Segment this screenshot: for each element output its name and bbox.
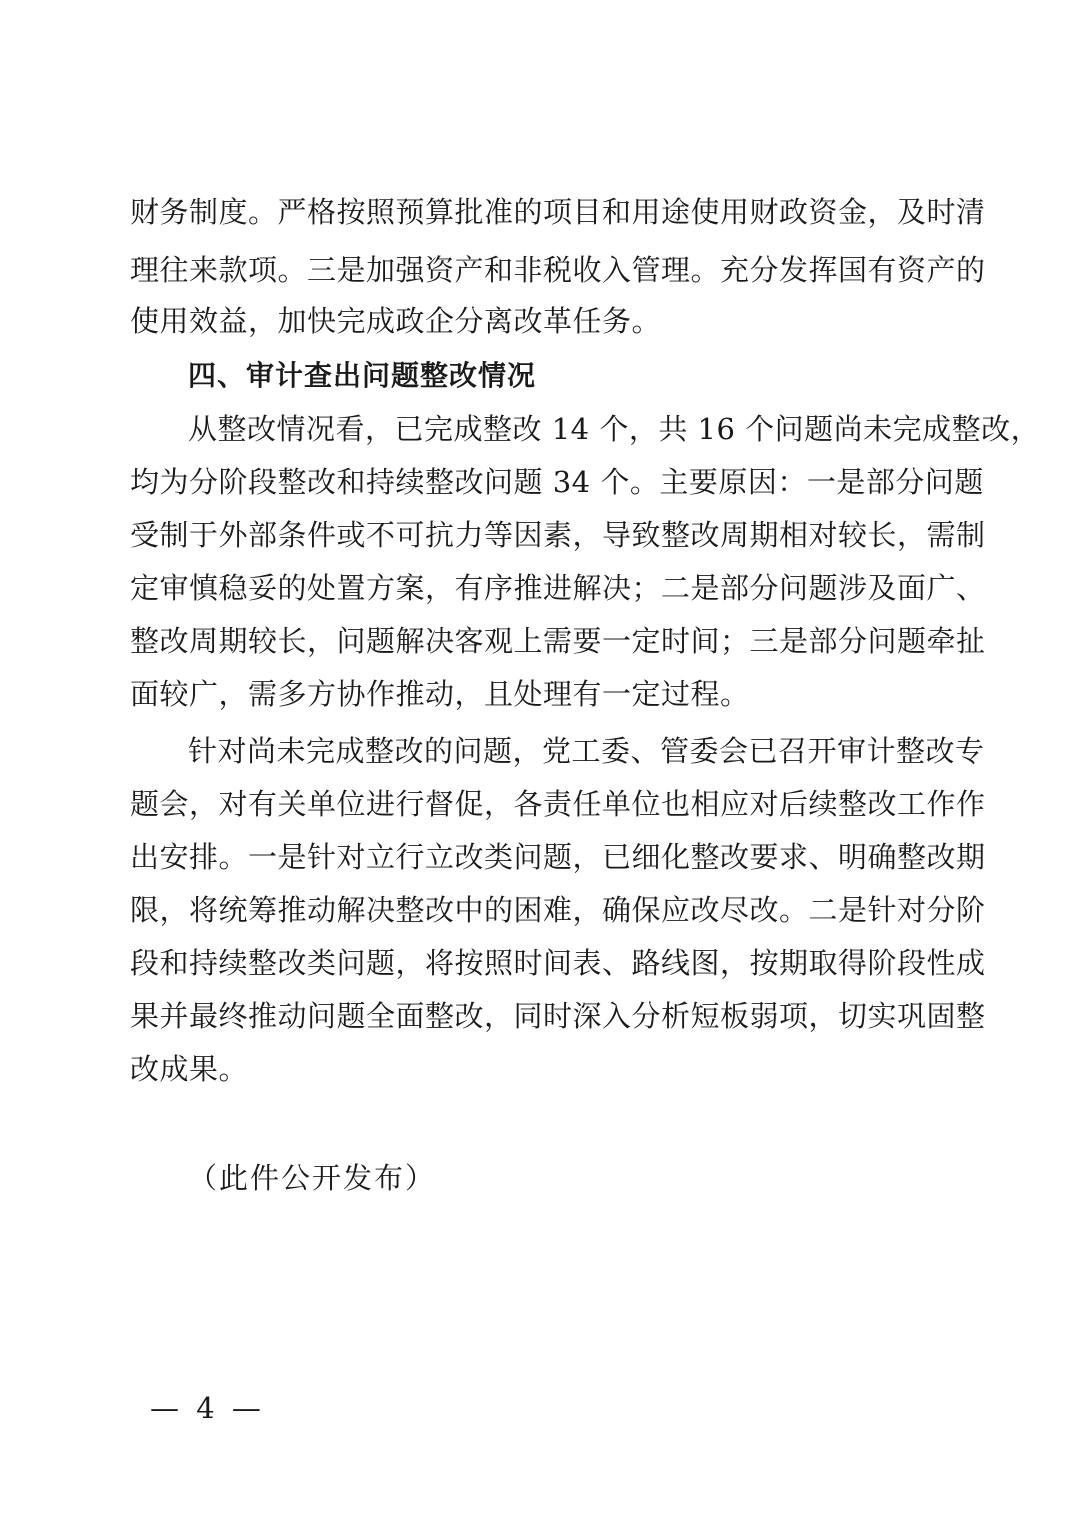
- paragraph-3-line-2: 题会，对有关单位进行督促，各责任单位也相应对后续整改工作作: [130, 787, 986, 821]
- paragraph-3-line-6: 果并最终推动问题全面整改，同时深入分析短板弱项，切实巩固整: [130, 999, 986, 1033]
- paragraph-3-line-1: 针对尚未完成整改的问题，党工委、管委会已召开审计整改专: [188, 734, 985, 768]
- paragraph-2-line-4: 定审慎稳妥的处置方案，有序推进解决；二是部分问题涉及面广、: [130, 571, 986, 605]
- paragraph-2-line-5: 整改周期较长，问题解决客观上需要一定时间；三是部分问题牵扯: [130, 624, 986, 658]
- paragraph-2-line-1: 从整改情况看，已完成整改 14 个，共 16 个问题尚未完成整改，: [188, 412, 1041, 446]
- paragraph-2-line-2: 均为分阶段整改和持续整改问题 34 个。主要原因：一是部分问题: [130, 465, 984, 499]
- paragraph-2-line-6: 面较广，需多方协作推动，且处理有一定过程。: [130, 677, 750, 711]
- paragraph-1-line-2: 理往来款项。三是加强资产和非税收入管理。充分发挥国有资产的: [130, 253, 986, 287]
- page-number: — 4 —: [150, 1391, 265, 1425]
- paragraph-3-line-7: 改成果。: [130, 1052, 249, 1086]
- paragraph-3-line-4: 限，将统筹推动解决整改中的困难，确保应改尽改。二是针对分阶: [130, 893, 986, 927]
- paragraph-3-line-5: 段和持续整改类问题，将按照时间表、路线图，按期取得阶段性成: [130, 946, 986, 980]
- paragraph-2-line-3: 受制于外部条件或不可抗力等因素，导致整改周期相对较长，需制: [130, 518, 986, 552]
- paragraph-1-line-3: 使用效益，加快完成政企分离改革任务。: [130, 304, 662, 338]
- publication-note: （此件公开发布）: [188, 1161, 437, 1195]
- paragraph-3-line-3: 出安排。一是针对立行立改类问题，已细化整改要求、明确整改期: [130, 840, 986, 874]
- section-heading: 四、审计查出问题整改情况: [188, 359, 537, 392]
- paragraph-1-line-1: 财务制度。严格按照预算批准的项目和用途使用财政资金，及时清: [130, 195, 986, 229]
